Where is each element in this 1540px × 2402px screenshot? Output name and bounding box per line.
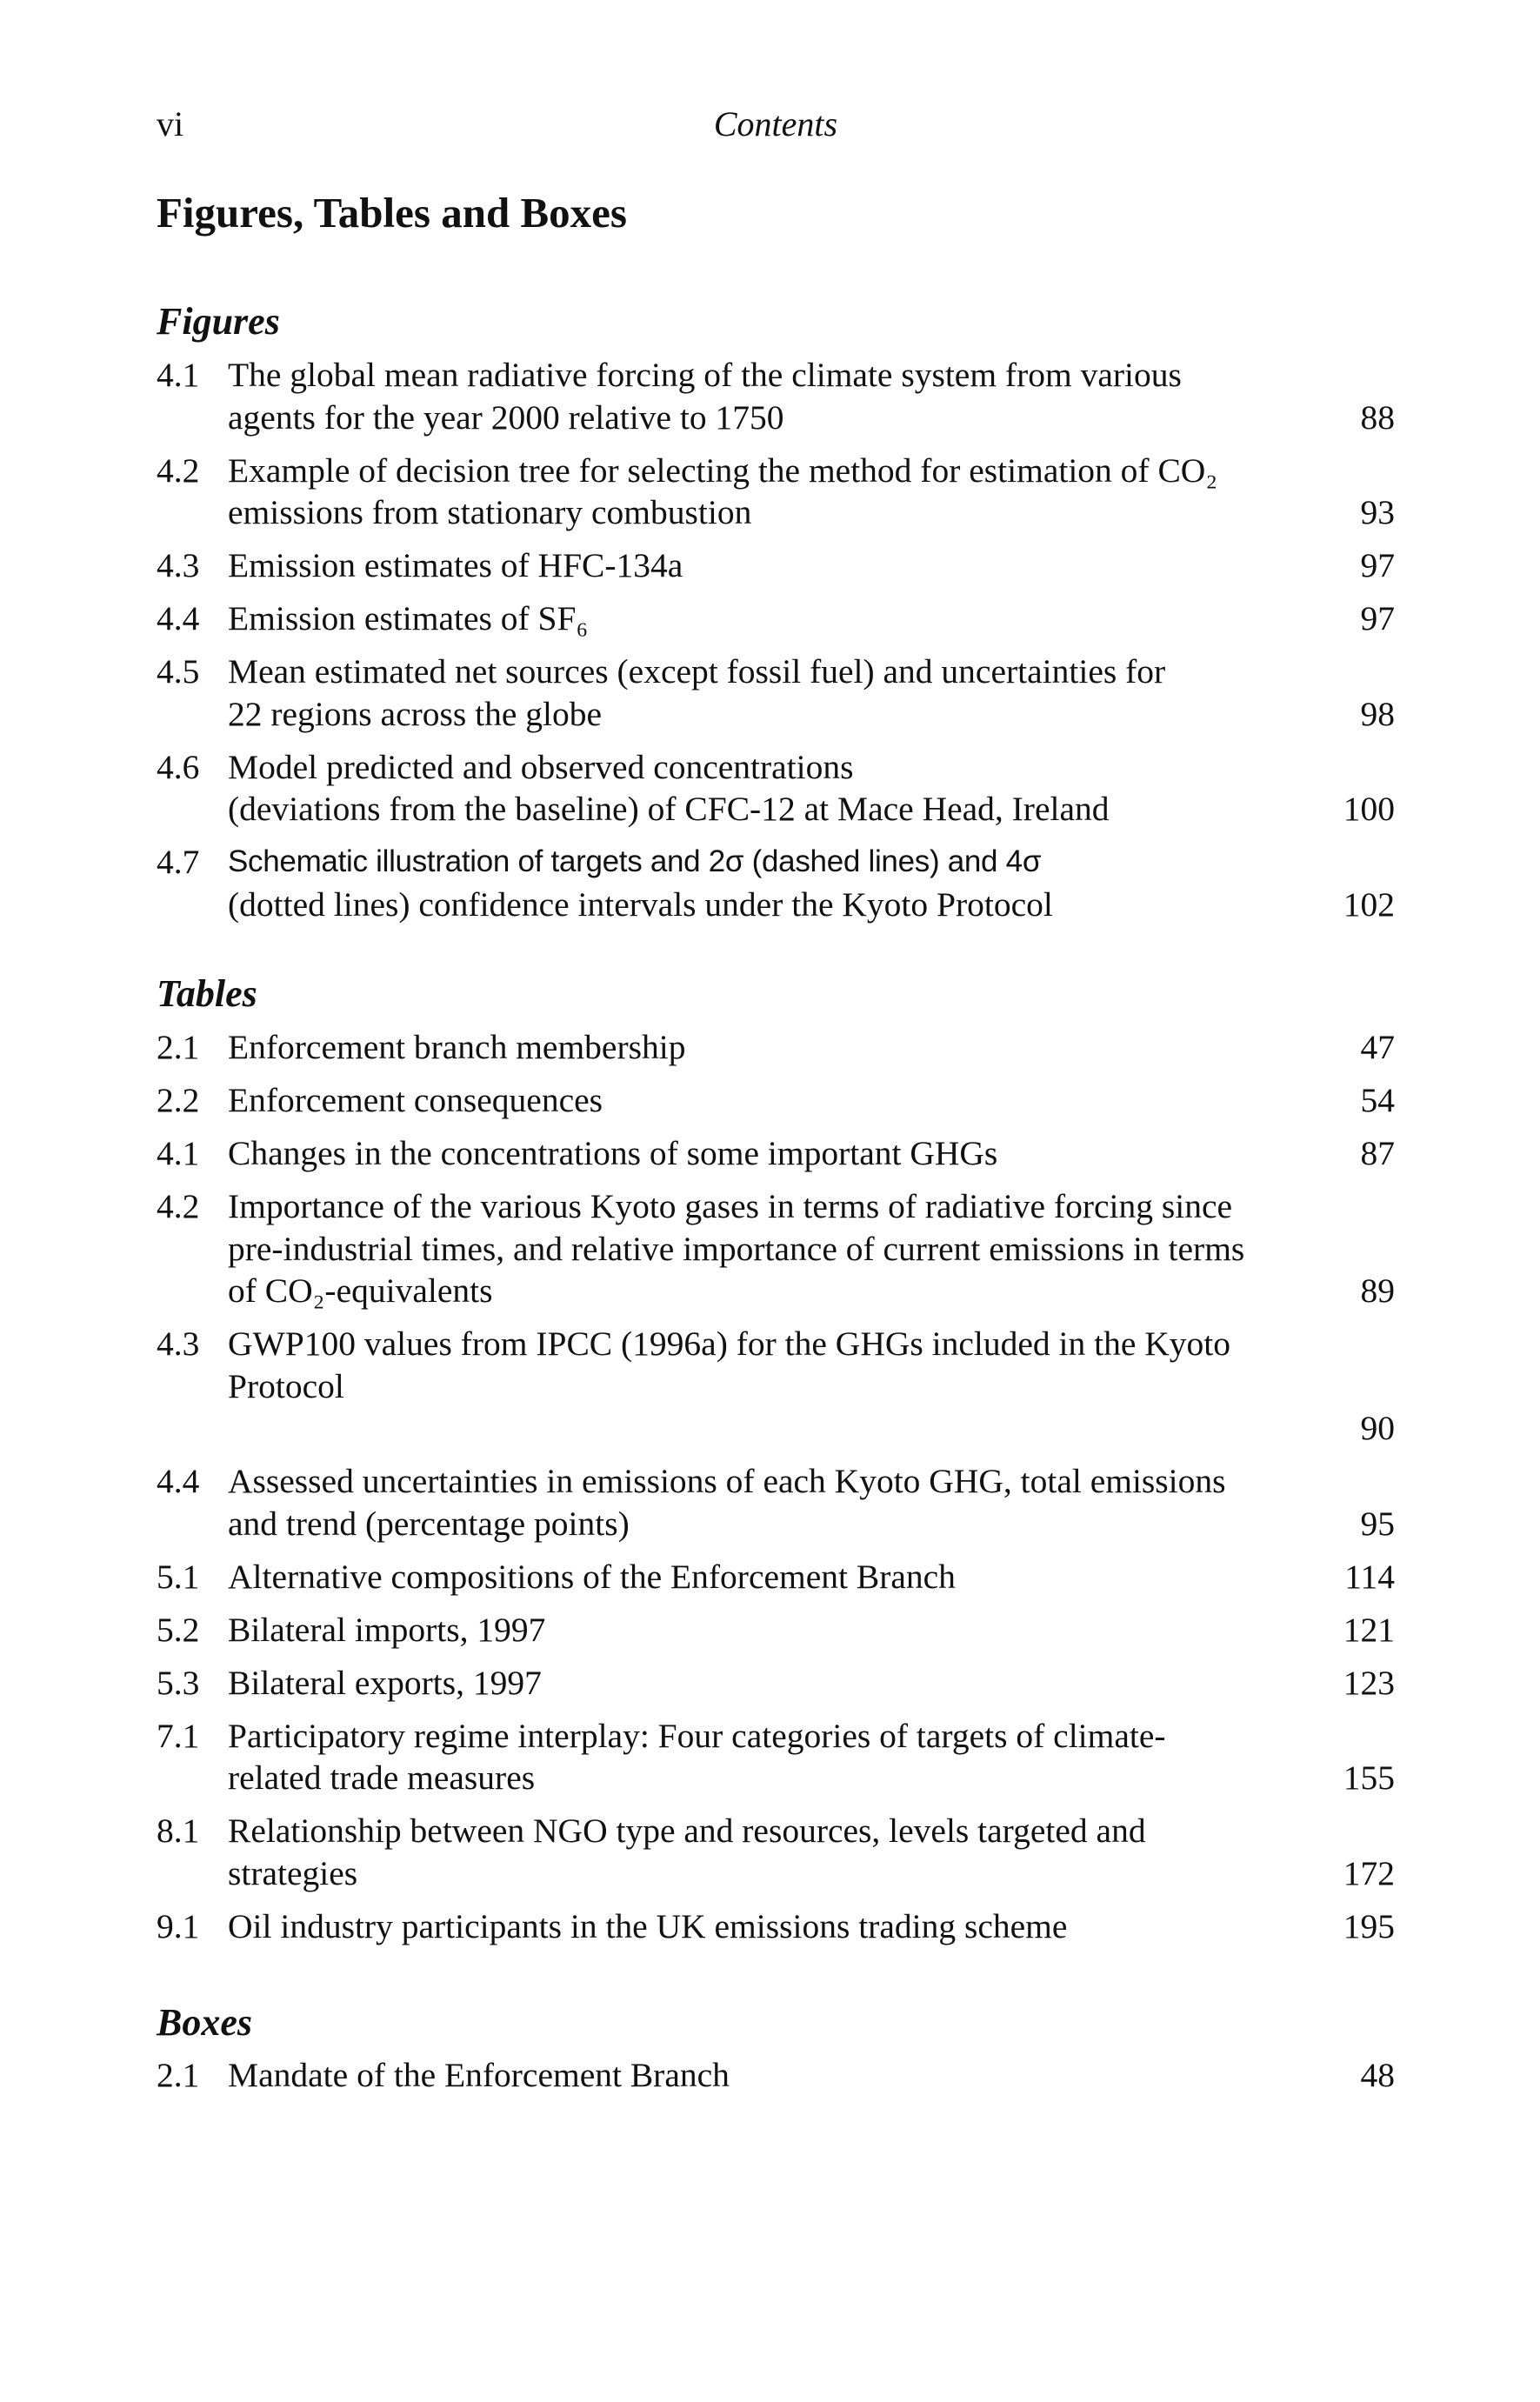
list-item[interactable]: [157, 1079, 1395, 1122]
entry-title: Assessed uncertainties in emissions of each Kyoto GHG, total emissions and trend (percentage points): [228, 1462, 1226, 1543]
entry-page-number: 97: [1360, 546, 1395, 584]
entry-title: Changes in the concentrations of some important GHGs: [228, 1134, 998, 1172]
running-head: [157, 103, 1395, 146]
entry-title: Schematic illustration of targets and 2σ (dashed lines) and 4σ (dotted lines) confidence intervals under the Kyoto Protocol: [228, 844, 1053, 924]
tables-list: [157, 1026, 1395, 1958]
entry-page-number: 121: [1343, 1610, 1395, 1649]
entry-page-number: 47: [1360, 1028, 1395, 1066]
entry-title: Oil industry participants in the UK emissions trading scheme: [228, 1906, 1068, 1945]
list-item[interactable]: [157, 841, 1395, 925]
entry-page-number: 48: [1360, 2056, 1395, 2094]
entry-page-number: 98: [1360, 694, 1395, 733]
entry-number: 2.1: [157, 2056, 200, 2094]
list-item[interactable]: [157, 1026, 1395, 1069]
list-item[interactable]: [157, 597, 1395, 640]
entry-page-number: 155: [1343, 1758, 1395, 1797]
entry-number: 7.1: [157, 1716, 200, 1755]
entry-page-number: 88: [1360, 397, 1395, 437]
entry-page-number: 123: [1343, 1663, 1395, 1702]
entry-number: 5.1: [157, 1557, 200, 1596]
entry-page-number: 114: [1344, 1557, 1395, 1596]
entry-number: 4.1: [157, 356, 200, 394]
entry-page-number: 172: [1343, 1853, 1395, 1892]
entry-title: GWP100 values from IPCC (1996a) for the GHGs included in the Kyoto Protocol: [228, 1324, 1231, 1405]
figures-list: [157, 354, 1395, 937]
list-item[interactable]: [157, 544, 1395, 587]
entry-page-number: 102: [1343, 884, 1395, 924]
list-item[interactable]: [157, 1556, 1395, 1598]
entry-number: 4.7: [157, 843, 200, 881]
entry-number: 5.3: [157, 1663, 200, 1702]
entry-title: Mandate of the Enforcement Branch: [228, 2056, 730, 2094]
entry-number: 8.1: [157, 1812, 200, 1850]
entry-title: Enforcement consequences: [228, 1081, 603, 1119]
list-item[interactable]: [157, 1715, 1395, 1799]
page-title: Figures, Tables and Boxes: [157, 189, 627, 237]
section-heading-tables: Tables: [157, 972, 257, 1015]
entry-title: Importance of the various Kyoto gases in terms of radiative forcing since pre-industrial times, and relative importance of current emissions in terms of CO₂-equivalents: [228, 1187, 1245, 1310]
list-item[interactable]: [157, 746, 1395, 831]
list-item[interactable]: [157, 1460, 1395, 1545]
entry-title: Emission estimates of SF₆: [228, 599, 589, 637]
section-heading-boxes: Boxes: [157, 2001, 252, 2044]
list-item[interactable]: [157, 450, 1395, 534]
entry-title: Bilateral exports, 1997: [228, 1663, 542, 1702]
page-folio: vi: [157, 104, 184, 143]
section-heading-figures: Figures: [157, 300, 280, 343]
list-item[interactable]: [157, 354, 1395, 438]
entry-title: The global mean radiative forcing of the climate system from various agents for the year 2000 relative to 1750: [228, 356, 1182, 437]
entry-page-number: 54: [1360, 1081, 1395, 1119]
entry-page-number: 100: [1343, 790, 1395, 828]
entry-number: 4.5: [157, 652, 200, 691]
list-item[interactable]: [157, 2054, 1395, 2097]
entry-number: 4.4: [157, 599, 200, 637]
entry-number: 9.1: [157, 1906, 200, 1945]
list-item[interactable]: [157, 1905, 1395, 1948]
entry-title: Participatory regime interplay: Four categories of targets of climate- related trade measures: [228, 1716, 1166, 1797]
entry-number: 4.1: [157, 1134, 200, 1172]
entry-title: Bilateral imports, 1997: [228, 1610, 546, 1649]
entry-title: Alternative compositions of the Enforcement Branch: [228, 1557, 956, 1596]
list-item[interactable]: [157, 1132, 1395, 1175]
list-item[interactable]: [157, 1323, 1395, 1447]
list-item[interactable]: [157, 651, 1395, 735]
entry-number: 2.1: [157, 1028, 200, 1066]
entry-page-number: 97: [1360, 599, 1395, 637]
running-title: Contents: [713, 104, 838, 143]
entry-title: Enforcement branch membership: [228, 1028, 686, 1066]
entry-title: Emission estimates of HFC-134a: [228, 546, 683, 584]
entry-page-number: 93: [1360, 493, 1395, 531]
entry-page-number: 95: [1360, 1504, 1395, 1543]
entry-title: Example of decision tree for selecting the method for estimation of CO₂ emissions from stationary combustion: [228, 450, 1218, 531]
entry-number: 4.2: [157, 1187, 200, 1225]
entry-page-number: 87: [1360, 1134, 1395, 1172]
list-item[interactable]: [157, 1609, 1395, 1651]
entry-page-number: 195: [1343, 1906, 1395, 1945]
entry-title: Mean estimated net sources (except fossil fuel) and uncertainties for 22 regions across the globe: [228, 652, 1166, 733]
list-item[interactable]: [157, 1810, 1395, 1894]
boxes-list: [157, 2054, 1395, 2107]
entry-number: 4.2: [157, 450, 200, 490]
entry-number: 5.2: [157, 1610, 200, 1649]
entry-number: 4.3: [157, 1324, 200, 1363]
list-item[interactable]: [157, 1662, 1395, 1705]
entry-number: 2.2: [157, 1081, 200, 1119]
entry-number: 4.4: [157, 1462, 200, 1500]
entry-title: Model predicted and observed concentrations (deviations from the baseline) of CFC-12 at Mace Head, Ireland: [228, 747, 1110, 828]
entry-page-number: 90: [1360, 1409, 1395, 1447]
entry-number: 4.3: [157, 546, 200, 584]
entry-page-number: 89: [1360, 1271, 1395, 1310]
entry-title: Relationship between NGO type and resources, levels targeted and strategies: [228, 1812, 1146, 1892]
list-item[interactable]: [157, 1185, 1395, 1312]
entry-number: 4.6: [157, 747, 200, 786]
